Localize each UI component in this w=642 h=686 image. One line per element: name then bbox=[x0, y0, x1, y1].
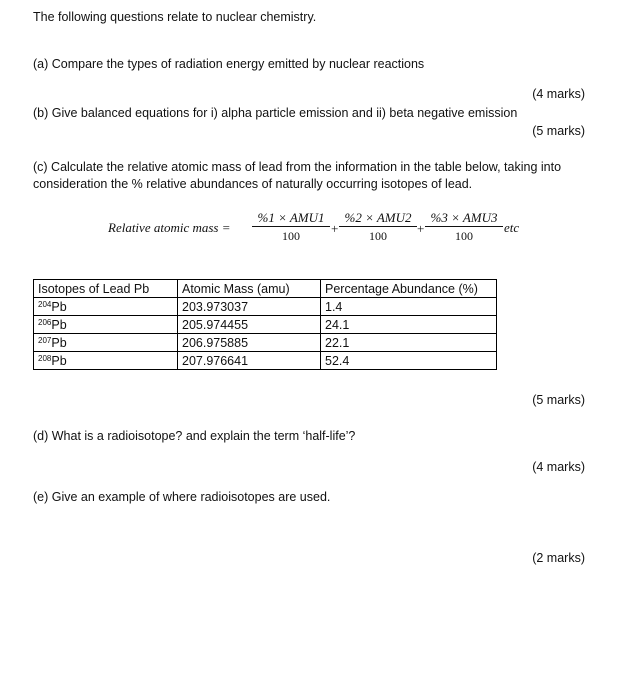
fraction-2-numerator: %2 × AMU2 bbox=[344, 210, 412, 225]
header-abundance: Percentage Abundance (%) bbox=[321, 280, 497, 298]
lead-isotopes-table bbox=[33, 279, 497, 370]
question-c-marks: (5 marks) bbox=[532, 393, 585, 407]
isotope-cell: $^{206}$Pb bbox=[34, 316, 178, 334]
mass-cell: 207.976641 bbox=[178, 352, 321, 370]
intro-text: The following questions relate to nuclear chemistry. bbox=[33, 10, 317, 24]
header-atomic-mass: Atomic Mass (amu) bbox=[178, 280, 321, 298]
question-a: (a) Compare the types of radiation energy emitted by nuclear reactions bbox=[33, 57, 425, 71]
fraction-3-numerator: %3 × AMU3 bbox=[430, 210, 498, 225]
table-row bbox=[34, 334, 497, 352]
question-e-marks: (2 marks) bbox=[532, 551, 585, 565]
header-isotopes: Isotopes of Lead Pb bbox=[34, 280, 178, 298]
isotope-cell: $^{204}$Pb bbox=[34, 298, 178, 316]
question-d-marks: (4 marks) bbox=[532, 460, 585, 474]
question-a-marks: (4 marks) bbox=[532, 87, 585, 101]
table-row bbox=[34, 316, 497, 334]
question-b-marks: (5 marks) bbox=[532, 124, 585, 138]
formula-lhs: Relative atomic mass = bbox=[108, 220, 231, 235]
fraction-1-denominator: 100 bbox=[282, 229, 300, 243]
question-c-line2: consideration the % relative abundances of naturally occurring isotopes of lead. bbox=[33, 177, 473, 191]
question-b: (b) Give balanced equations for i) alpha particle emission and ii) beta negative emission bbox=[33, 106, 518, 120]
fraction-2-denominator: 100 bbox=[369, 229, 387, 243]
mass-cell: 203.973037 bbox=[178, 298, 321, 316]
table-row bbox=[34, 298, 497, 316]
mass-cell: 206.975885 bbox=[178, 334, 321, 352]
question-d: (d) What is a radioisotope? and explain the term ‘half-life’? bbox=[33, 429, 356, 443]
isotope-cell: $^{207}$Pb bbox=[34, 334, 178, 352]
plus-sign-1: + bbox=[331, 221, 339, 236]
table-header-row bbox=[34, 280, 497, 298]
isotope-cell: $^{208}$Pb bbox=[34, 352, 178, 370]
fraction-1-numerator: %1 × AMU1 bbox=[257, 210, 325, 225]
formula-fraction-1 bbox=[252, 209, 330, 244]
formula-etc: etc bbox=[504, 220, 520, 235]
mass-cell: 205.974455 bbox=[178, 316, 321, 334]
question-c-line1: (c) Calculate the relative atomic mass of lead from the information in the table below, taking into bbox=[33, 160, 562, 174]
table-row bbox=[34, 352, 497, 370]
question-e: (e) Give an example of where radioisotopes are used. bbox=[33, 490, 331, 504]
fraction-3-denominator: 100 bbox=[455, 229, 473, 243]
plus-sign-2: + bbox=[417, 221, 425, 236]
formula-fraction-2 bbox=[339, 209, 417, 244]
abundance-cell: 52.4 bbox=[321, 352, 497, 370]
formula-fraction-3 bbox=[425, 209, 503, 244]
abundance-cell: 1.4 bbox=[321, 298, 497, 316]
abundance-cell: 22.1 bbox=[321, 334, 497, 352]
abundance-cell: 24.1 bbox=[321, 316, 497, 334]
